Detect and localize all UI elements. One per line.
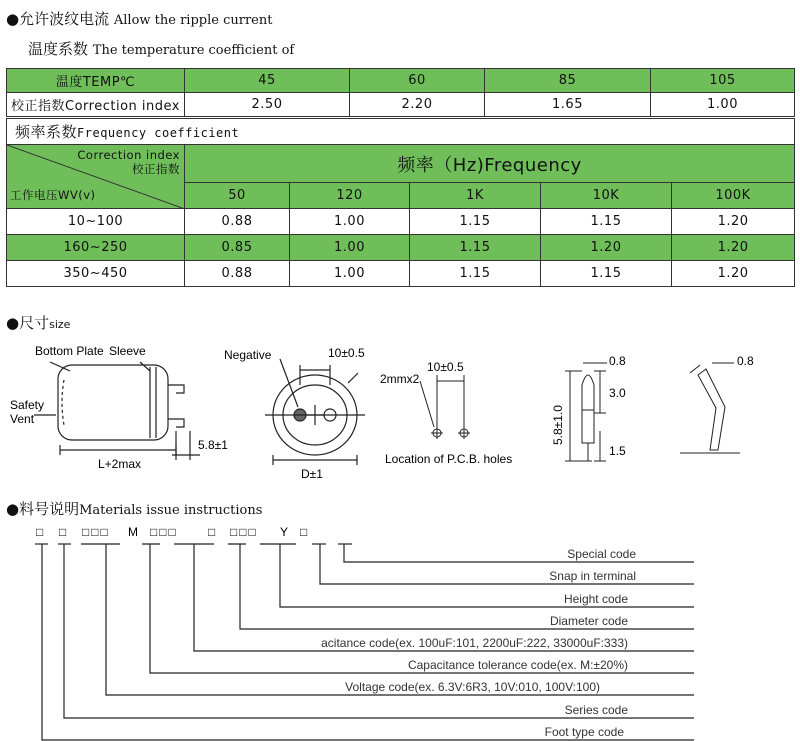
code-group: □ bbox=[59, 525, 67, 539]
temperature-value: 60 bbox=[350, 69, 485, 93]
temperature-value: 105 bbox=[651, 69, 795, 93]
length-dimension: L+2max bbox=[98, 457, 142, 471]
temperature-heading-en: The temperature coefficient of bbox=[92, 43, 295, 58]
code-group: Y bbox=[280, 525, 289, 539]
side-view-drawing bbox=[34, 362, 200, 460]
frequency-value: 1.00 bbox=[290, 209, 410, 235]
special-code-label: Special code bbox=[567, 547, 636, 561]
code-group: □ bbox=[208, 525, 216, 539]
frequency-coefficient-en: Frequency coefficient bbox=[77, 126, 240, 140]
holes-dimension: 2mmx2 bbox=[380, 372, 420, 386]
frequency-value: 1.20 bbox=[672, 209, 795, 235]
voltage-range: 10~100 bbox=[7, 209, 185, 235]
size-heading-en: size bbox=[49, 318, 71, 331]
corner-bottom-label: 工作电压WV(v) bbox=[10, 188, 96, 202]
safety-label: Safety bbox=[10, 398, 45, 412]
frequency-value: 1.15 bbox=[541, 209, 672, 235]
sleeve-label: Sleeve bbox=[109, 344, 146, 358]
diameter-dimension: D±1 bbox=[301, 467, 323, 481]
table-row bbox=[7, 209, 795, 235]
frequency-value: 1.15 bbox=[410, 235, 541, 261]
frequency-column-header: 100K bbox=[672, 183, 795, 209]
negative-label: Negative bbox=[224, 348, 272, 362]
frequency-value: 0.85 bbox=[185, 235, 290, 261]
pin-width-dimension: 0.8 bbox=[609, 354, 626, 368]
pin-length-dimension: 3.0 bbox=[609, 386, 626, 400]
tolerance-code-label: Capacitance tolerance code(ex. M:±20%) bbox=[407, 658, 628, 672]
corner-top-line1: Correction index bbox=[77, 148, 180, 162]
code-group: □□□ bbox=[230, 525, 258, 539]
frequency-column-header: 10K bbox=[541, 183, 672, 209]
size-drawings bbox=[0, 335, 800, 485]
code-group: □ bbox=[36, 525, 44, 539]
correction-value: 2.50 bbox=[185, 93, 350, 117]
correction-row-label: 校正指数Correction index bbox=[7, 93, 185, 117]
bent-pin-width-dimension: 0.8 bbox=[737, 354, 754, 368]
ripple-heading bbox=[6, 8, 272, 29]
frequency-table bbox=[6, 118, 795, 287]
correction-value: 1.00 bbox=[651, 93, 795, 117]
frequency-header-row bbox=[7, 145, 795, 183]
ripple-heading-en: Allow the ripple current bbox=[113, 13, 273, 28]
frequency-column-header: 1K bbox=[410, 183, 541, 209]
bottom-plate-label: Bottom Plate bbox=[35, 344, 104, 358]
pcb-holes-drawing bbox=[420, 375, 470, 439]
size-heading bbox=[6, 312, 70, 333]
materials-heading-cn: ●料号说明 bbox=[6, 500, 80, 518]
correction-index-row bbox=[7, 93, 795, 117]
ripple-heading-cn: ●允许波纹电流 bbox=[6, 10, 110, 28]
corner-top-label bbox=[77, 148, 180, 176]
table-row bbox=[7, 261, 795, 287]
pitch-holes-dimension: 10±0.5 bbox=[427, 360, 464, 374]
correction-value: 1.65 bbox=[485, 93, 651, 117]
frequency-value: 1.15 bbox=[541, 261, 672, 287]
vent-label: Vent bbox=[10, 412, 35, 426]
corner-top-line2: 校正指数 bbox=[132, 162, 180, 176]
temperature-row bbox=[7, 69, 795, 93]
temperature-value: 85 bbox=[485, 69, 651, 93]
frequency-value: 1.20 bbox=[541, 235, 672, 261]
frequency-value: 1.15 bbox=[410, 261, 541, 287]
voltage-code-label: Voltage code(ex. 6.3V:6R3, 10V:010, 100V:100) bbox=[345, 680, 600, 694]
frequency-column-header: 50 bbox=[185, 183, 290, 209]
code-group: □□□ bbox=[150, 525, 178, 539]
temperature-heading bbox=[28, 38, 294, 59]
materials-heading-en: Materials issue instructions bbox=[79, 503, 263, 518]
voltage-range: 350~450 bbox=[7, 261, 185, 287]
temperature-value: 45 bbox=[185, 69, 350, 93]
correction-value: 2.20 bbox=[350, 93, 485, 117]
frequency-coefficient-row bbox=[7, 119, 795, 145]
pin-tip-dimension: 1.5 bbox=[609, 444, 626, 458]
code-group: □ bbox=[300, 525, 308, 539]
code-group: □□□ bbox=[82, 525, 110, 539]
frequency-coefficient-title bbox=[7, 119, 795, 145]
bottom-view-drawing bbox=[265, 359, 365, 465]
bent-pin-drawing bbox=[680, 363, 740, 453]
capacitance-code-label: acitance code(ex. 100uF:101, 2200uF:222, 33000uF:333) bbox=[321, 636, 628, 650]
corner-header-cell bbox=[7, 145, 185, 209]
temperature-heading-cn: 温度系数 bbox=[28, 40, 89, 58]
frequency-value: 0.88 bbox=[185, 261, 290, 287]
lead-spacing-dimension: 5.8±1 bbox=[198, 438, 228, 452]
temperature-table bbox=[6, 68, 795, 117]
snap-in-terminal-label: Snap in terminal bbox=[549, 569, 636, 583]
height-code-label: Height code bbox=[563, 592, 628, 606]
materials-diagram bbox=[0, 520, 800, 741]
foot-type-code-label: Foot type code bbox=[544, 725, 624, 739]
frequency-value: 1.15 bbox=[410, 209, 541, 235]
frequency-value: 1.20 bbox=[672, 261, 795, 287]
pin-total-length-dimension: 5.8±1.0 bbox=[551, 405, 565, 445]
frequency-title: 频率（Hz)Frequency bbox=[185, 145, 795, 183]
frequency-value: 1.00 bbox=[290, 235, 410, 261]
table-row bbox=[7, 235, 795, 261]
pin-detail-drawing bbox=[565, 363, 607, 461]
diameter-code-label: Diameter code bbox=[549, 614, 628, 628]
code-group: M bbox=[128, 525, 138, 539]
size-heading-cn: ●尺寸 bbox=[6, 314, 50, 332]
series-code-label: Series code bbox=[564, 703, 628, 717]
materials-heading bbox=[6, 498, 262, 519]
frequency-column-header: 120 bbox=[290, 183, 410, 209]
frequency-value: 1.00 bbox=[290, 261, 410, 287]
frequency-value: 0.88 bbox=[185, 209, 290, 235]
pitch-top-dimension: 10±0.5 bbox=[328, 346, 365, 360]
pcb-holes-label: Location of P.C.B. holes bbox=[385, 452, 513, 466]
temperature-row-label: 温度TEMP℃ bbox=[7, 69, 185, 93]
frequency-value: 1.20 bbox=[672, 235, 795, 261]
frequency-coefficient-cn: 频率系数 bbox=[15, 123, 78, 141]
voltage-range: 160~250 bbox=[7, 235, 185, 261]
